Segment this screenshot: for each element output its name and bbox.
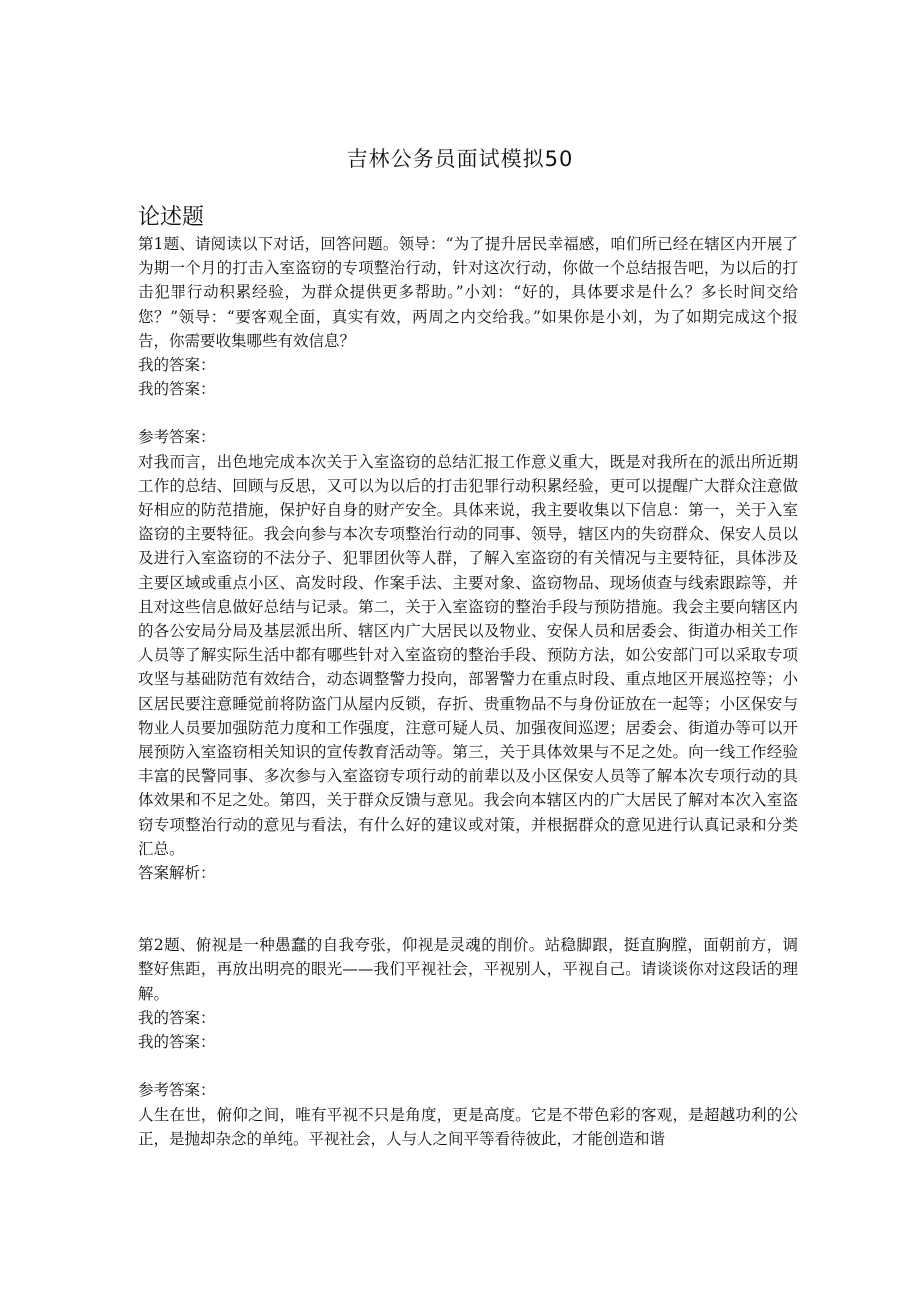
spacer <box>138 401 798 425</box>
question-2-reference-answer: 人生在世，俯仰之间，唯有平视不只是角度，更是高度。它是不带色彩的客观，是超越功利的公正，是抛却杂念的单纯。平视社会，人与人之间平等看待彼此，才能创造和谐 <box>138 1105 798 1148</box>
question-1-my-answer-label: 我的答案： <box>138 356 216 375</box>
spacer <box>138 885 798 933</box>
document-body <box>138 232 798 1151</box>
section-heading: 论述题 <box>138 205 205 230</box>
question-2-text: 第2题、俯视是一种愚蠢的自我夸张，仰视是灵魂的削价。站稳脚跟，挺直胸膛，面朝前方，调整好焦距，再放出明亮的眼光——我们平视社会，平视别人，平视自己。请谈谈你对这段话的理解。 <box>138 936 798 1003</box>
question-1-analysis-label: 答案解析： <box>138 864 216 883</box>
question-1-reference-answer: 对我而言，出色地完成本次关于入室盗窃的总结汇报工作意义重大，既是对我所在的派出所近期工作的总结、回顾与反思，又可以为以后的打击犯罪行动积累经验，更可以提醒广大群众注意做好相应的防范措施，保护好自身的财产安全。具体来说，我主要收集以下信息：第一，关于入室盗窃的主要特征。我会向参与本次专项整治行动的同事、领导，辖区内的失窃群众、保安人员以及进行入室盗窃的不法分子、犯罪团伙等人群，了解入室盗窃的有关情况与主要特征，具体涉及主要区域或重点小区、高发时段、作案手法、主要对象、盗窃物品、现场侦查与线索跟踪等，并且对这些信息做好总结与记录。第二，关于入室盗窃的整治手段与预防措施。我会主要向辖区内的各公安局分局及基层派出所、辖区内广大居民以及物业、安保人员和居委会、街道办相关工作人员等了解实际生活中都有哪些针对入室盗窃的整治手段、预防方法，如公安部门可以采取专项攻坚与基础防范有效结合，动态调整警力投向，部署警力在重点时段、重点地区开展巡控等；小区居民要注意睡觉前将防盗门从屋内反锁，存折、贵重物品不与身份证放在一起等；小区保安与物业人员要加强防范力度和工作强度，注意可疑人员、加强夜间巡逻；居委会、街道办等可以开展预防入室盗窃相关知识的宣传教育活动等。第三，关于具体效果与不足之处。向一线工作经验丰富的民警同事、多次参与入室盗窃专项行动的前辈以及小区保安人员等了解本次专项行动的具体效果和不足之处。第四，关于群众反馈与意见。我会向本辖区内的广大居民了解对本次入室盗窃专项整治行动的意见与看法，有什么好的建议或对策，并根据群众的意见进行认真记录和分类汇总。 <box>138 452 798 858</box>
question-2-reference-label: 参考答案： <box>138 1081 216 1100</box>
question-1-reference-label: 参考答案： <box>138 428 216 447</box>
question-2-my-answer-label: 我的答案： <box>138 1008 216 1027</box>
question-1-text: 第1题、请阅读以下对话，回答问题。领导：“为了提升居民幸福感，咱们所已经在辖区内开展了为期一个月的打击入室盗窃的专项整治行动，针对这次行动，你做一个总结报告吧，为以后的打击犯罪行动积累经验，为群众提供更多帮助。”小刘：“好的，具体要求是什么？多长时间交给您？”领导：“要客观全面，真实有效，两周之内交给我。”如果你是小刘，为了如期完成这个报告，你需要收集哪些有效信息？ <box>138 235 798 350</box>
question-2-my-answer-label-2: 我的答案： <box>138 1033 216 1052</box>
question-1-my-answer-label-2: 我的答案： <box>138 380 216 399</box>
document-title: 吉林公务员面试模拟50 <box>346 147 574 171</box>
spacer <box>138 1054 798 1078</box>
